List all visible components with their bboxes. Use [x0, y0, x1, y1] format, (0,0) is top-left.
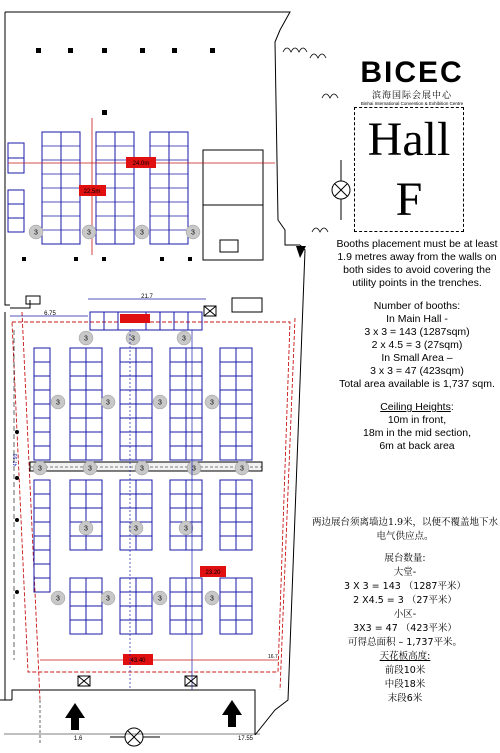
booth: [236, 606, 252, 620]
small-area-line1: 3 x 3 = 47 (423sqm): [370, 365, 464, 377]
booth: [136, 494, 152, 508]
column-label: 3: [140, 229, 144, 237]
booth: [186, 446, 202, 460]
fixtures: [26, 296, 262, 686]
booth: [136, 404, 152, 418]
column-label: 3: [192, 465, 196, 473]
booth-block: [170, 480, 202, 550]
booth: [136, 418, 152, 432]
booth: [136, 620, 152, 634]
booth: [136, 376, 152, 390]
booth: [236, 418, 252, 432]
booth: [170, 362, 186, 376]
column-label: 3: [131, 335, 135, 343]
booth: [34, 432, 50, 446]
booth: [120, 418, 136, 432]
booth: [186, 480, 202, 494]
booth: [170, 376, 186, 390]
booth: [170, 508, 186, 522]
main-hall-booths: [34, 348, 252, 634]
booth-block: [170, 578, 202, 634]
booth: [70, 578, 86, 592]
booth: [86, 592, 102, 606]
booth: [34, 348, 50, 362]
booth: [136, 446, 152, 460]
booth: [170, 606, 186, 620]
booth: [120, 592, 136, 606]
booth: [220, 522, 236, 536]
booth-block: [220, 578, 252, 634]
booth: [220, 536, 236, 550]
booth-block: [34, 348, 50, 460]
cn-hall-line1: 3 X 3 = 143 （1287平米）: [344, 581, 466, 592]
booth: [136, 578, 152, 592]
booth: [120, 508, 136, 522]
booth: [34, 550, 50, 564]
column-label: 3: [34, 229, 38, 237]
booth: [34, 446, 50, 460]
booth: [170, 578, 186, 592]
cn-small-line1: 3X3 = 47 （423平米）: [353, 623, 457, 634]
booth: [86, 432, 102, 446]
dim-bottom-label: 43.40: [130, 658, 146, 664]
dim-bottom-left-label: 1.6: [74, 736, 83, 742]
booth: [170, 446, 186, 460]
booth: [70, 446, 86, 460]
small-area-heading: In Small Area –: [381, 352, 453, 364]
booth: [70, 418, 86, 432]
column-label: 3: [182, 335, 186, 343]
booth: [136, 432, 152, 446]
cn-small-heading: 小区-: [393, 609, 417, 620]
ceiling-heading: [334, 401, 500, 414]
booth: [170, 494, 186, 508]
cn-back: 末段6米: [387, 693, 423, 704]
dim-front-marker: [120, 314, 150, 323]
booth: [220, 376, 236, 390]
booth: [34, 376, 50, 390]
entrance-arrows: [65, 700, 242, 730]
booth: [70, 606, 86, 620]
booth: [220, 578, 236, 592]
booth: [136, 348, 152, 362]
booth: [236, 494, 252, 508]
booth: [86, 404, 102, 418]
booth: [120, 494, 136, 508]
booth: [186, 578, 202, 592]
placement-note: Booths placement must be at least 1.9 metres away from the walls on both sides to avoid covering the utility points in the trenches.: [336, 238, 498, 289]
main-hall-dimensions: [40, 330, 278, 690]
main-hall-line1: 3 x 3 = 143 (1287sqm): [364, 326, 470, 338]
booth: [220, 404, 236, 418]
column-label: 3: [88, 465, 92, 473]
stair-symbols: [283, 48, 338, 232]
booth: [220, 620, 236, 634]
dim-side-right-label: 16.7: [268, 654, 278, 660]
booth: [86, 446, 102, 460]
booth-block: [120, 348, 152, 460]
booth: [136, 606, 152, 620]
column-label: 3: [158, 595, 162, 603]
column-label: 3: [134, 525, 138, 533]
booth: [120, 480, 136, 494]
booth: [236, 362, 252, 376]
booth-block: [120, 578, 152, 634]
dim-width-label: 21.7: [141, 294, 153, 300]
column-label: 3: [106, 595, 110, 603]
booth-block: [220, 348, 252, 460]
booth: [220, 348, 236, 362]
booth: [120, 536, 136, 550]
booth: [86, 536, 102, 550]
booth: [236, 620, 252, 634]
booth: [86, 606, 102, 620]
booth: [236, 578, 252, 592]
column-label: 3: [56, 595, 60, 603]
booth: [86, 362, 102, 376]
booth: [186, 592, 202, 606]
booth: [170, 536, 186, 550]
booth: [220, 592, 236, 606]
booth: [136, 390, 152, 404]
booth: [70, 362, 86, 376]
booth: [34, 480, 50, 494]
booth: [220, 494, 236, 508]
booth: [236, 508, 252, 522]
cn-hall-heading: 大堂-: [393, 567, 417, 578]
hall-letter: F: [395, 173, 423, 226]
booth: [34, 494, 50, 508]
cn-ceiling-heading: [310, 650, 500, 664]
booth: [70, 390, 86, 404]
booth: [86, 578, 102, 592]
booth: [236, 522, 252, 536]
booth: [34, 390, 50, 404]
booth: [220, 418, 236, 432]
booth: [186, 418, 202, 432]
booth-block: [220, 480, 252, 550]
logo-chinese: 滨海国际会展中心: [371, 90, 452, 100]
booth: [220, 606, 236, 620]
booth: [170, 390, 186, 404]
hall-label-box: [354, 107, 464, 232]
hall-title: Hall: [367, 113, 451, 166]
booth: [170, 592, 186, 606]
booth: [236, 376, 252, 390]
booth: [70, 620, 86, 634]
booth: [170, 620, 186, 634]
booth: [70, 494, 86, 508]
column-label: 3: [56, 399, 60, 407]
ceiling-front: 10m in front,: [387, 414, 447, 426]
column-label: 3: [87, 229, 91, 237]
booth: [186, 432, 202, 446]
booth: [236, 404, 252, 418]
booth: [170, 404, 186, 418]
booth: [86, 390, 102, 404]
booth: [70, 536, 86, 550]
column-label: 3: [240, 465, 244, 473]
column-label: 3: [210, 595, 214, 603]
booth-block: [170, 348, 202, 460]
booth: [120, 620, 136, 634]
booth: [70, 348, 86, 362]
pillar-markers: [22, 48, 215, 261]
booth: [186, 620, 202, 634]
dim-side-label: 47.95: [13, 453, 19, 467]
booth: [170, 480, 186, 494]
booth: [34, 362, 50, 376]
booth: [70, 404, 86, 418]
booth: [34, 508, 50, 522]
column-label: 3: [140, 465, 144, 473]
booth: [220, 446, 236, 460]
booth: [186, 404, 202, 418]
booth: [34, 578, 50, 592]
booth: [236, 536, 252, 550]
booth: [220, 362, 236, 376]
booth: [170, 432, 186, 446]
column-label: 3: [191, 229, 195, 237]
booth: [136, 508, 152, 522]
ceiling-back: 6m at back area: [379, 440, 455, 452]
booth: [120, 404, 136, 418]
main-hall-line2: 2 x 4.5 = 3 (27sqm): [371, 339, 463, 351]
booth: [34, 404, 50, 418]
booth: [34, 564, 50, 578]
column-label: 3: [158, 399, 162, 407]
booth: [136, 480, 152, 494]
cn-hall-line2: 2 X4.5 = 3 （27平米）: [353, 595, 457, 606]
booth-block: [70, 480, 102, 550]
booth: [86, 494, 102, 508]
booth: [34, 418, 50, 432]
booth: [186, 376, 202, 390]
booth: [70, 480, 86, 494]
booth: [86, 348, 102, 362]
booth: [120, 348, 136, 362]
ceiling-heading-colon: :: [450, 401, 454, 413]
booth: [120, 376, 136, 390]
english-notes: [334, 238, 500, 453]
bicec-logo: [337, 56, 487, 106]
column-label: 3: [210, 399, 214, 407]
booth: [120, 446, 136, 460]
booth: [236, 480, 252, 494]
booth: [34, 536, 50, 550]
total-area: Total area available is 1,737 sqm.: [339, 378, 495, 390]
booth-block: [34, 480, 50, 592]
booth: [236, 390, 252, 404]
booth: [220, 480, 236, 494]
cn-mid: 中段18米: [384, 679, 426, 690]
cn-placement-note: 两边展台须离墙边1.9米，以便不覆盖地下水电气供应点。: [311, 517, 499, 542]
booth: [236, 348, 252, 362]
column-label: 3: [38, 465, 42, 473]
booth: [120, 362, 136, 376]
booth: [170, 348, 186, 362]
entrance-dims: [4, 700, 260, 745]
booth: [186, 536, 202, 550]
booth-block: [70, 578, 102, 634]
booth: [86, 376, 102, 390]
cn-total: 可得总面积 – 1,737平米。: [348, 637, 462, 648]
booth: [236, 592, 252, 606]
booth: [70, 592, 86, 606]
booth: [220, 390, 236, 404]
booth: [70, 508, 86, 522]
booth: [186, 494, 202, 508]
dim-small-area-label: 24.0m: [132, 161, 150, 167]
column-label: 3: [184, 525, 188, 533]
ceiling-mid: 18m in the mid section,: [363, 427, 471, 439]
booth: [86, 508, 102, 522]
main-hall-heading: In Main Hall -: [386, 313, 448, 325]
ceiling-heading-text: Ceiling Heights: [380, 401, 451, 413]
booth: [120, 606, 136, 620]
booth: [236, 446, 252, 460]
booth: [186, 606, 202, 620]
dim-front-left-label: 6.75: [44, 311, 56, 317]
dim-center-label: 23.20: [205, 570, 221, 576]
booth: [136, 536, 152, 550]
booth: [86, 480, 102, 494]
dim-bottom-right-label: 17.55: [238, 736, 254, 742]
booth-block: [70, 348, 102, 460]
column-label: 3: [106, 399, 110, 407]
cn-count-heading: 展台数量:: [384, 553, 426, 564]
booth: [186, 390, 202, 404]
booth: [186, 348, 202, 362]
cn-front: 前段10米: [384, 665, 426, 676]
booth: [120, 432, 136, 446]
main-hall-boundary: [12, 312, 295, 700]
column-markers: [29, 225, 249, 605]
chinese-notes: [310, 516, 500, 706]
booth: [170, 418, 186, 432]
dim-small-vertical-label: 22.5m: [83, 189, 101, 195]
booths-heading: Number of booths:: [373, 300, 461, 312]
cn-ceiling-heading-text: 天花板高度:: [379, 651, 431, 662]
booth: [70, 376, 86, 390]
booth: [70, 432, 86, 446]
booth: [86, 418, 102, 432]
logo-english: Binhai International Convention & Exhibition Centre: [360, 101, 464, 106]
logo-mark: BICEC: [360, 56, 464, 89]
booth: [120, 390, 136, 404]
booth-block: [120, 480, 152, 550]
booth: [34, 522, 50, 536]
small-area-rooms: [203, 150, 263, 260]
booth: [120, 578, 136, 592]
booth: [220, 432, 236, 446]
column-label: 3: [84, 335, 88, 343]
booth: [86, 620, 102, 634]
booth: [136, 362, 152, 376]
booth: [136, 592, 152, 606]
booth: [186, 508, 202, 522]
booth: [186, 362, 202, 376]
booth: [220, 508, 236, 522]
column-label: 3: [84, 525, 88, 533]
booth: [236, 432, 252, 446]
